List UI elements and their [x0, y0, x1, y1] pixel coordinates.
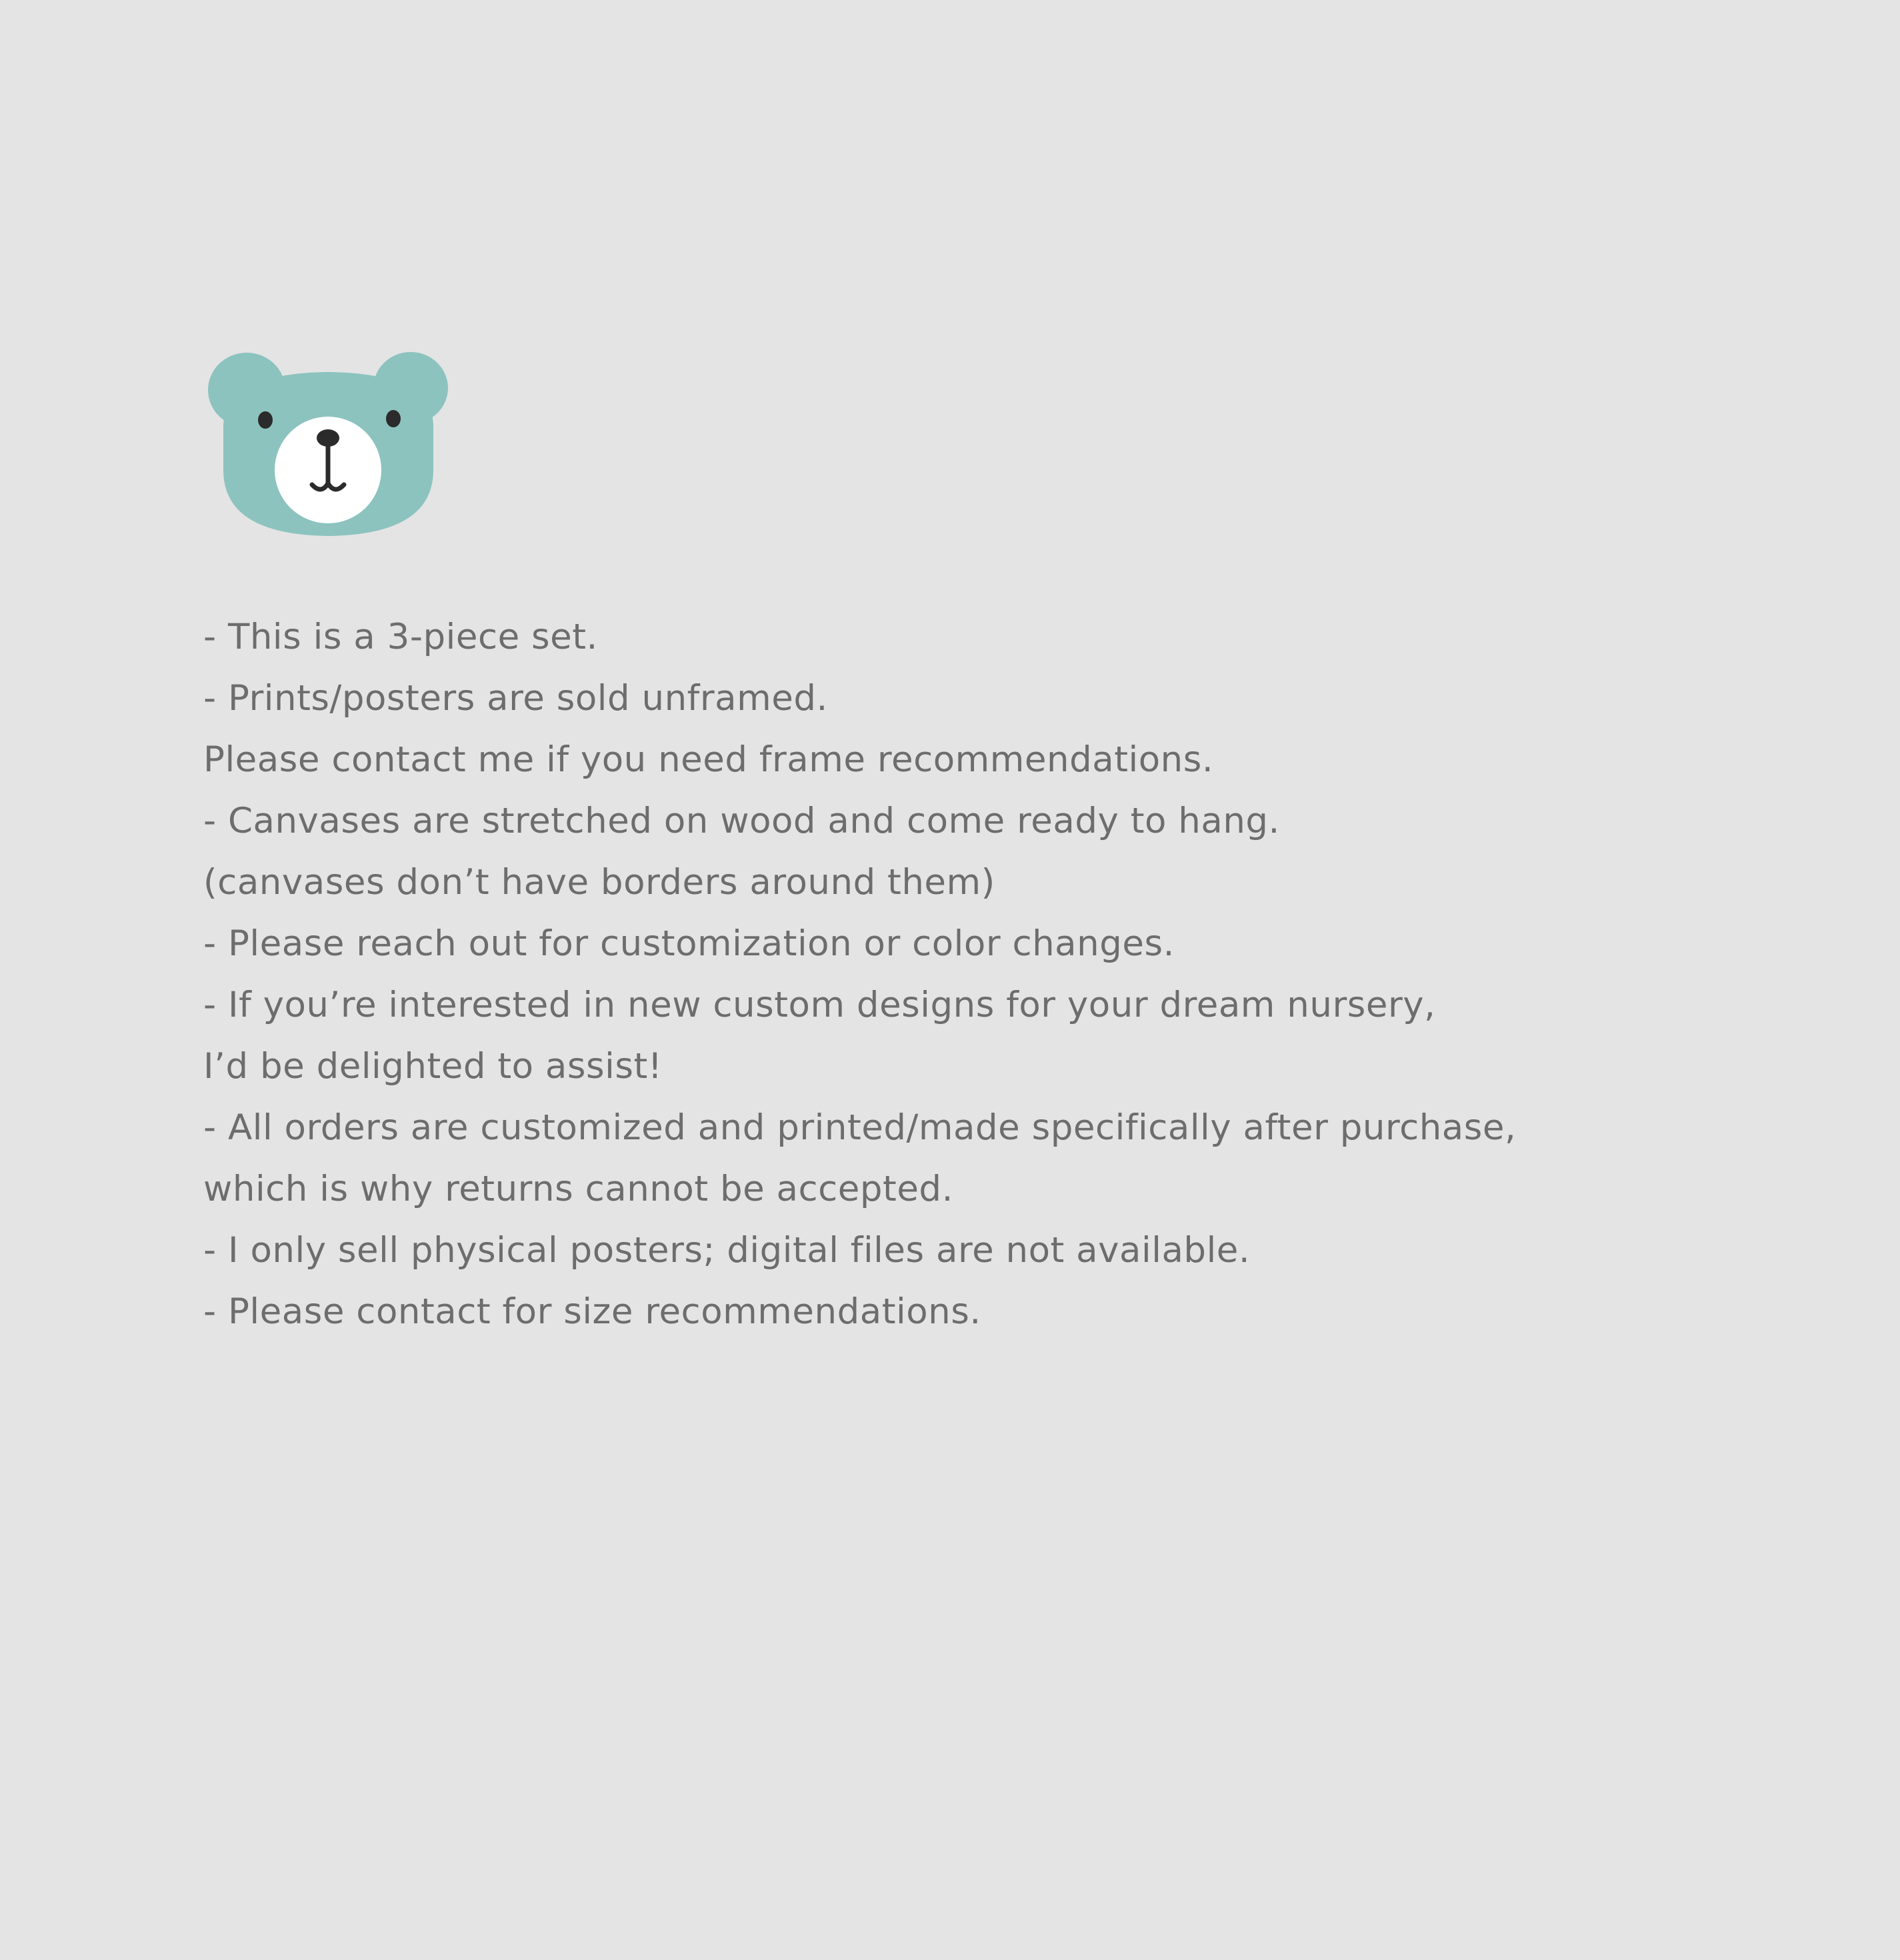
- info-line: - Please reach out for customization or color changes.: [203, 923, 1175, 964]
- info-line: I’d be delighted to assist!: [203, 1046, 663, 1087]
- info-line: Please contact me if you need frame recommendations.: [203, 739, 1214, 780]
- product-info-list: [203, 607, 1803, 1343]
- info-line: - Canvases are stretched on wood and come ready to hang.: [203, 801, 1280, 841]
- info-line: - All orders are customized and printed/made specifically after purchase,: [203, 1107, 1517, 1148]
- bear-head-icon: [200, 347, 480, 547]
- info-line: - Prints/posters are sold unframed.: [203, 678, 828, 719]
- info-line: which is why returns cannot be accepted.: [203, 1169, 953, 1209]
- info-line: (canvases don’t have borders around them): [203, 862, 995, 903]
- info-line: - Please contact for size recommendations.: [203, 1291, 981, 1332]
- info-line: - I only sell physical posters; digital files are not available.: [203, 1230, 1251, 1271]
- info-line: - If you’re interested in new custom designs for your dream nursery,: [203, 985, 1436, 1025]
- info-line: - This is a 3-piece set.: [203, 617, 598, 657]
